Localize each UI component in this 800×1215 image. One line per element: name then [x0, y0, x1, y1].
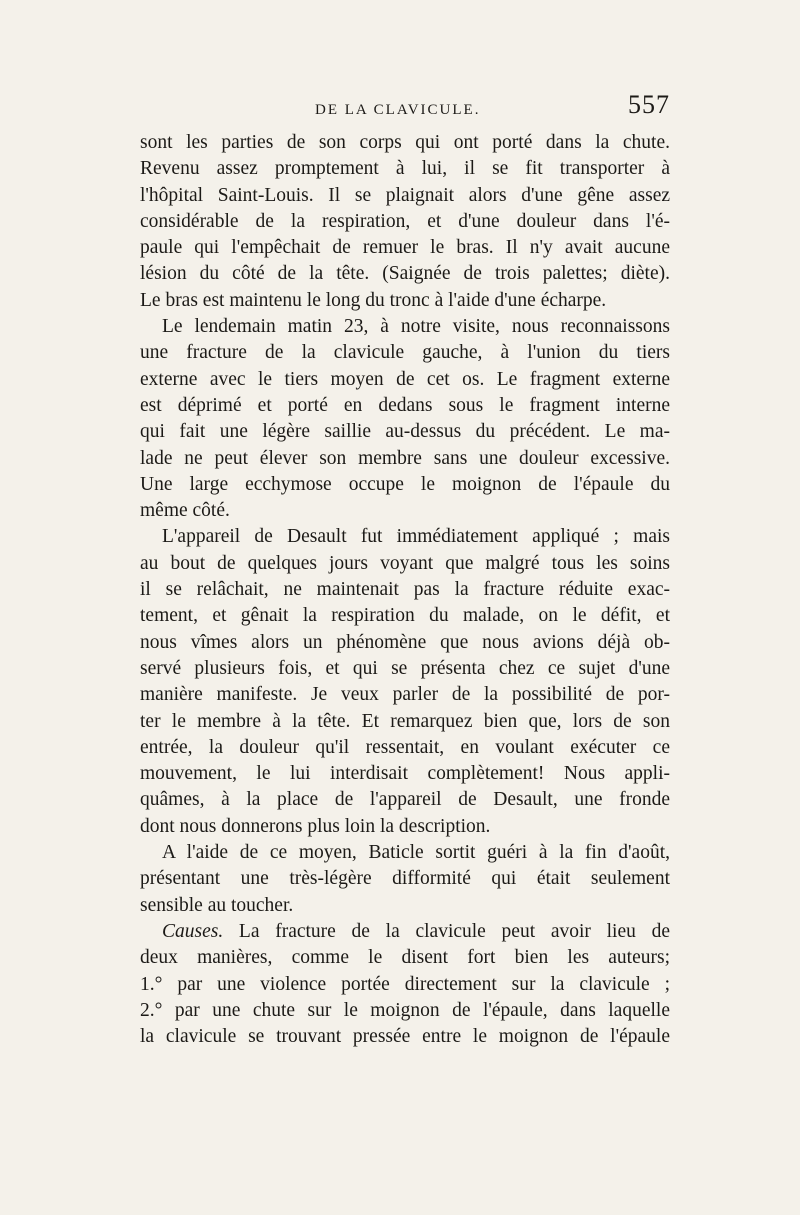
text-line: lade ne peut élever son membre sans une douleur excessive.: [140, 447, 670, 469]
running-title: DE LA CLAVICULE.: [315, 102, 481, 118]
text-line: la clavicule se trouvant pressée entre le moignon de l'épaule: [140, 1026, 670, 1048]
text-line: est déprimé et porté en dedans sous le fragment interne: [140, 394, 670, 416]
text-span: La fracture de la clavicule peut avoir lieu de: [223, 920, 670, 942]
text-line: mouvement, le lui interdisait complètement! Nous appli-: [140, 763, 670, 785]
text-line: paule qui l'empêchait de remuer le bras. Il n'y avait aucune: [140, 237, 670, 259]
text-line: Revenu assez promptement à lui, il se fit transporter à: [140, 158, 670, 180]
text-line: lésion du côté de la tête. (Saignée de trois palettes; diète).: [140, 263, 670, 285]
text-line: servé plusieurs fois, et qui se présenta chez ce sujet d'une: [140, 657, 670, 679]
text-line: présentant une très-légère difformité qui était seulement: [140, 868, 670, 890]
text-line: [140, 919, 670, 945]
page-number: 557: [628, 90, 670, 119]
paragraph-3: [140, 524, 670, 840]
text-line: L'appareil de Desault fut immédiatement appliqué ; mais: [162, 526, 670, 548]
text-line: Une large ecchymose occupe le moignon de l'épaule du: [140, 473, 670, 495]
running-head: [140, 90, 670, 126]
text-line: externe avec le tiers moyen de cet os. Le fragment externe: [140, 368, 670, 390]
text-line: A l'aide de ce moyen, Baticle sortit guéri à la fin d'août,: [162, 842, 670, 864]
text-line: dont nous donnerons plus loin la description.: [140, 815, 491, 837]
text-line: quâmes, à la place de l'appareil de Desault, une fronde: [140, 789, 670, 811]
text-line: au bout de quelques jours voyant que malgré tous les soins: [140, 552, 670, 574]
text-line: sont les parties de son corps qui ont porté dans la chute.: [140, 132, 670, 153]
paragraph-5: [140, 919, 670, 1050]
text-line: manière manifeste. Je veux parler de la possibilité de por-: [140, 684, 670, 706]
text-line: deux manières, comme le disent fort bien les auteurs;: [140, 947, 670, 969]
text-line: l'hôpital Saint-Louis. Il se plaignait alors d'une gêne assez: [140, 184, 670, 206]
text-line: Le bras est maintenu le long du tronc à l'aide d'une écharpe.: [140, 289, 607, 311]
text-line: qui fait une légère saillie au-dessus du précédent. Le ma-: [140, 421, 670, 443]
text-line: tement, et gênait la respiration du malade, on le défit, et: [140, 605, 670, 627]
body-text: [140, 130, 670, 1050]
text-line: sensible au toucher.: [140, 894, 294, 916]
paragraph-4: [140, 840, 670, 919]
text-line: il se relâchait, ne maintenait pas la fracture réduite exac-: [140, 579, 670, 601]
paragraph-1: [140, 130, 670, 314]
text-line: même côté.: [140, 500, 230, 522]
text-line: une fracture de la clavicule gauche, à l'union du tiers: [140, 342, 670, 364]
text-line: entrée, la douleur qu'il ressentait, en voulant exécuter ce: [140, 736, 670, 758]
text-line: 1.° par une violence portée directement sur la clavicule ;: [140, 973, 670, 995]
section-lead: Causes.: [162, 920, 224, 942]
paragraph-2: [140, 314, 670, 524]
text-line: considérable de la respiration, et d'une douleur dans l'é-: [140, 210, 670, 232]
text-line: ter le membre à la tête. Et remarquez bien que, lors de son: [140, 710, 670, 732]
text-line: nous vîmes alors un phénomène que nous avions déjà ob-: [140, 631, 670, 653]
text-line: 2.° par une chute sur le moignon de l'épaule, dans laquelle: [140, 999, 670, 1021]
text-line: Le lendemain matin 23, à notre visite, nous reconnaissons: [162, 316, 670, 338]
